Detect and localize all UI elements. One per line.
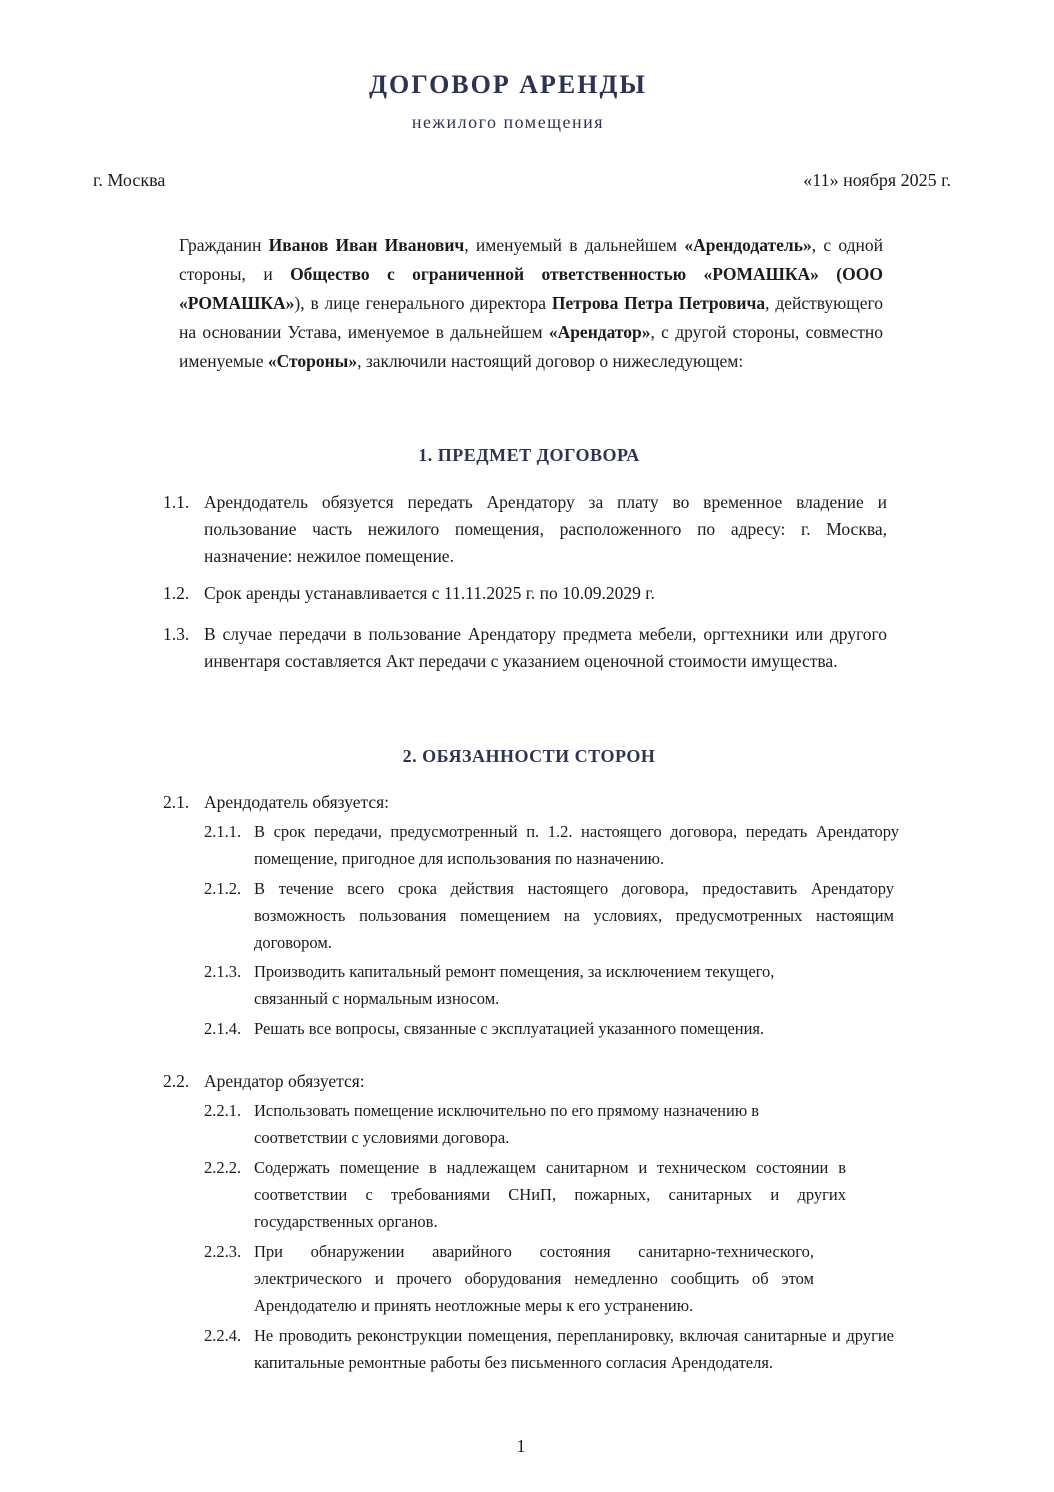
subclause-text: Содержать помещение в надлежащем санитарном и техническом состоянии в соответствии с требованиями СНиП, пожарных, санитарных и других государственных органов.	[254, 1158, 846, 1231]
preamble-paragraph	[179, 231, 883, 376]
page-number: 1	[516, 1436, 526, 1456]
contract-city: г. Москва	[93, 170, 166, 190]
subclause-number: 2.1.4.	[204, 1019, 242, 1038]
subclause-2-1-3	[204, 958, 904, 1014]
subclause-number: 2.2.1.	[204, 1101, 242, 1120]
subclause-2-2-3	[204, 1238, 904, 1320]
preamble-text: , с другой стороны, совместно именуемые	[179, 322, 883, 371]
subclause-text: В течение всего срока действия настоящего договора, предоставить Арендатору возможность пользования помещением на условиях, предусмотренных настоящим договором.	[254, 879, 894, 952]
subclause-2-1-1	[204, 818, 904, 874]
document-title: ДОГОВОР АРЕНДЫ	[369, 70, 647, 99]
clause-number: 1.2.	[163, 583, 190, 603]
preamble-emphasis: Иванов Иван Иванович	[268, 235, 465, 255]
preamble-text: Гражданин	[179, 235, 269, 255]
clause-number: 1.1.	[163, 492, 190, 512]
subclause-2-1-2	[204, 875, 904, 957]
subclause-2-1-4	[204, 1015, 904, 1045]
subclause-2-2-1	[204, 1097, 904, 1153]
subclause-number: 2.2.2.	[204, 1158, 242, 1177]
preamble-emphasis: «Арендатор»	[548, 322, 651, 342]
subclause-number: 2.1.2.	[204, 879, 242, 898]
subclause-2-2-4	[204, 1322, 904, 1378]
section-heading-subject: 1. ПРЕДМЕТ ДОГОВОРА	[418, 445, 640, 465]
subclause-text: При обнаружении аварийного состояния санитарно-технического, электрического и прочего оборудования немедленно сообщить об этом Арендодателю и принять неотложные меры к его устранению.	[254, 1242, 814, 1315]
clause-text: Арендодатель обязуется:	[204, 792, 390, 812]
subclause-number: 2.2.3.	[204, 1242, 242, 1261]
clause-1-1	[163, 489, 893, 574]
section-heading-obligations: 2. ОБЯЗАННОСТИ СТОРОН	[402, 746, 656, 766]
subclause-text: Использовать помещение исключительно по его прямому назначению в соответствии с условиями договора.	[254, 1101, 760, 1147]
clause-2-2	[163, 1068, 893, 1098]
preamble-text: , заключили настоящий договор о нижеследующем:	[357, 351, 744, 371]
preamble-text: ), в лице генерального директора	[294, 293, 552, 313]
preamble-emphasis: Петрова Петра Петровича	[551, 293, 766, 313]
subclause-number: 2.1.1.	[204, 822, 242, 841]
clause-text: В случае передачи в пользование Арендатору предмета мебели, оргтехники или другого инвентаря составляется Акт передачи с указанием оценочной стоимости имущества.	[204, 624, 887, 671]
clause-number: 2.1.	[163, 792, 190, 812]
subclause-text: В срок передачи, предусмотренный п. 1.2. настоящего договора, передать Арендатору помещение, пригодное для использования по назначению.	[254, 822, 899, 868]
contract-date: «11» ноября 2025 г.	[803, 170, 951, 190]
preamble-emphasis: Общество с ограниченной ответственностью «РОМАШКА» (ООО «РОМАШКА»	[179, 264, 883, 313]
clause-1-2	[163, 580, 893, 610]
clause-2-1	[163, 789, 893, 819]
preamble-text: , с одной стороны, и	[179, 235, 883, 284]
clause-text: Арендодатель обязуется передать Арендатору за плату во временное владение и пользование часть нежилого помещения, расположенного по адресу: г. Москва, назначение: нежилое помещение.	[204, 492, 887, 566]
subclause-number: 2.2.4.	[204, 1326, 242, 1345]
preamble-text: , именуемый в дальнейшем	[464, 235, 685, 255]
clause-number: 1.3.	[163, 624, 190, 644]
preamble-emphasis: «Арендодатель»	[684, 235, 812, 255]
subclause-text: Решать все вопросы, связанные с эксплуатацией указанного помещения.	[254, 1019, 765, 1038]
clause-text: Срок аренды устанавливается с 11.11.2025 г. по 10.09.2029 г.	[204, 583, 655, 603]
clause-number: 2.2.	[163, 1071, 190, 1091]
preamble-emphasis: «Стороны»	[267, 351, 358, 371]
subclause-text: Производить капитальный ремонт помещения, за исключением текущего, связанный с нормальным износом.	[254, 962, 775, 1008]
subclause-text: Не проводить реконструкции помещения, перепланировку, включая санитарные и другие капитальные ремонтные работы без письменного согласия Арендодателя.	[254, 1326, 894, 1372]
document-subtitle: нежилого помещения	[411, 112, 605, 132]
subclause-number: 2.1.3.	[204, 962, 242, 981]
clause-text: Арендатор обязуется:	[204, 1071, 365, 1091]
clause-1-3	[163, 621, 893, 706]
preamble-text: , действующего на основании Устава, именуемое в дальнейшем	[179, 293, 883, 342]
subclause-2-2-2	[204, 1154, 904, 1236]
